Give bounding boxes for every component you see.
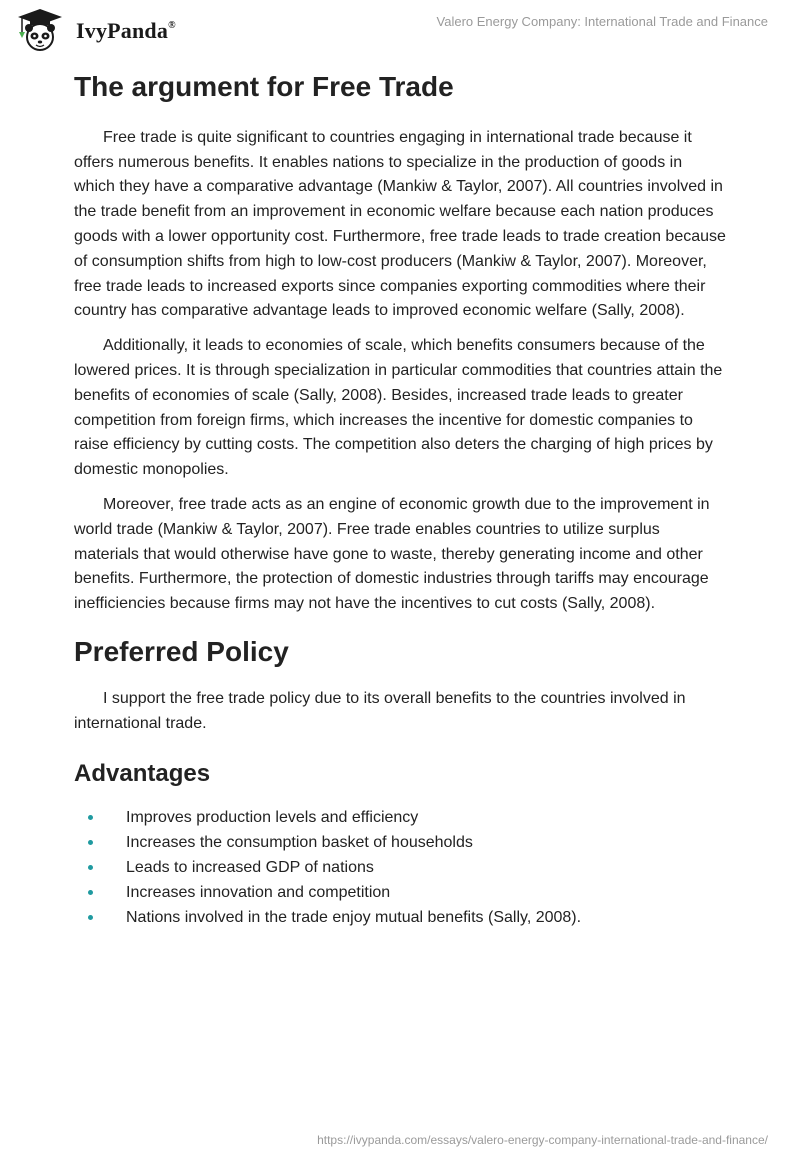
section-heading: Preferred Policy [74, 635, 289, 667]
paragraph: Additionally, it leads to economies of scale, which benefits consumers because of the lowered prices. It is through specialization in particular commodities that countries attain the benefits of economies of scale (Sally, 2008). Besides, increased trade leads to greater competition from foreign firms, which increases the incentive for domestic companies to raise efficiency by cutting costs. The competition also deters the charging of high prices by domestic monopolies. [74, 337, 723, 479]
source-url[interactable]: https://ivypanda.com/essays/valero-energy-company-international-trade-and-finance/ [317, 1133, 768, 1147]
subsection-heading: Advantages [74, 760, 211, 788]
advantages-list [74, 805, 726, 930]
document-title: Valero Energy Company: International Trade and Finance [436, 14, 768, 29]
article-body [74, 68, 726, 930]
section-heading: The argument for Free Trade [74, 71, 454, 102]
list-item: Improves production levels and efficiency [74, 805, 726, 830]
paragraph: I support the free trade policy due to its overall benefits to the countries involved in international trade. [74, 689, 686, 732]
bullet-icon [88, 815, 93, 820]
paragraph: Free trade is quite significant to countries engaging in international trade because it offers numerous benefits. It enables nations to specialize in the production of goods in which they have a comparative advantage (Mankiw & Taylor, 2007). All countries involved in the trade benefit from an improvement in economic welfare because each nation produces goods with a lower opportunity cost. Furthermore, free trade leads to trade creation because of consumption shifts from high to low-cost producers (Mankiw & Taylor, 2007). Moreover, free trade leads to increased exports since companies exporting commodities where their country has comparative advantage leads to improved economic welfare (Sally, 2008). [74, 128, 726, 320]
bullet-icon [88, 865, 93, 870]
brand-name[interactable]: IvyPanda® [76, 18, 176, 43]
list-item: Leads to increased GDP of nations [74, 855, 726, 880]
list-item: Increases innovation and competition [74, 880, 726, 905]
bullet-icon [88, 840, 93, 845]
list-item: Increases the consumption basket of households [74, 830, 726, 855]
page-header [0, 0, 800, 60]
list-item: Nations involved in the trade enjoy mutual benefits (Sally, 2008). [74, 905, 726, 930]
paragraph: Moreover, free trade acts as an engine of economic growth due to the improvement in world trade (Mankiw & Taylor, 2007). Free trade enables countries to utilize surplus materials that would otherwise have gone to waste, thereby generating income and other benefits. Furthermore, the protection of domestic industries through tariffs may encourage inefficiencies because firms may not have the incentives to cut costs (Sally, 2008). [74, 495, 710, 613]
bullet-icon [88, 915, 93, 920]
panda-logo-icon[interactable] [14, 8, 66, 52]
bullet-icon [88, 890, 93, 895]
